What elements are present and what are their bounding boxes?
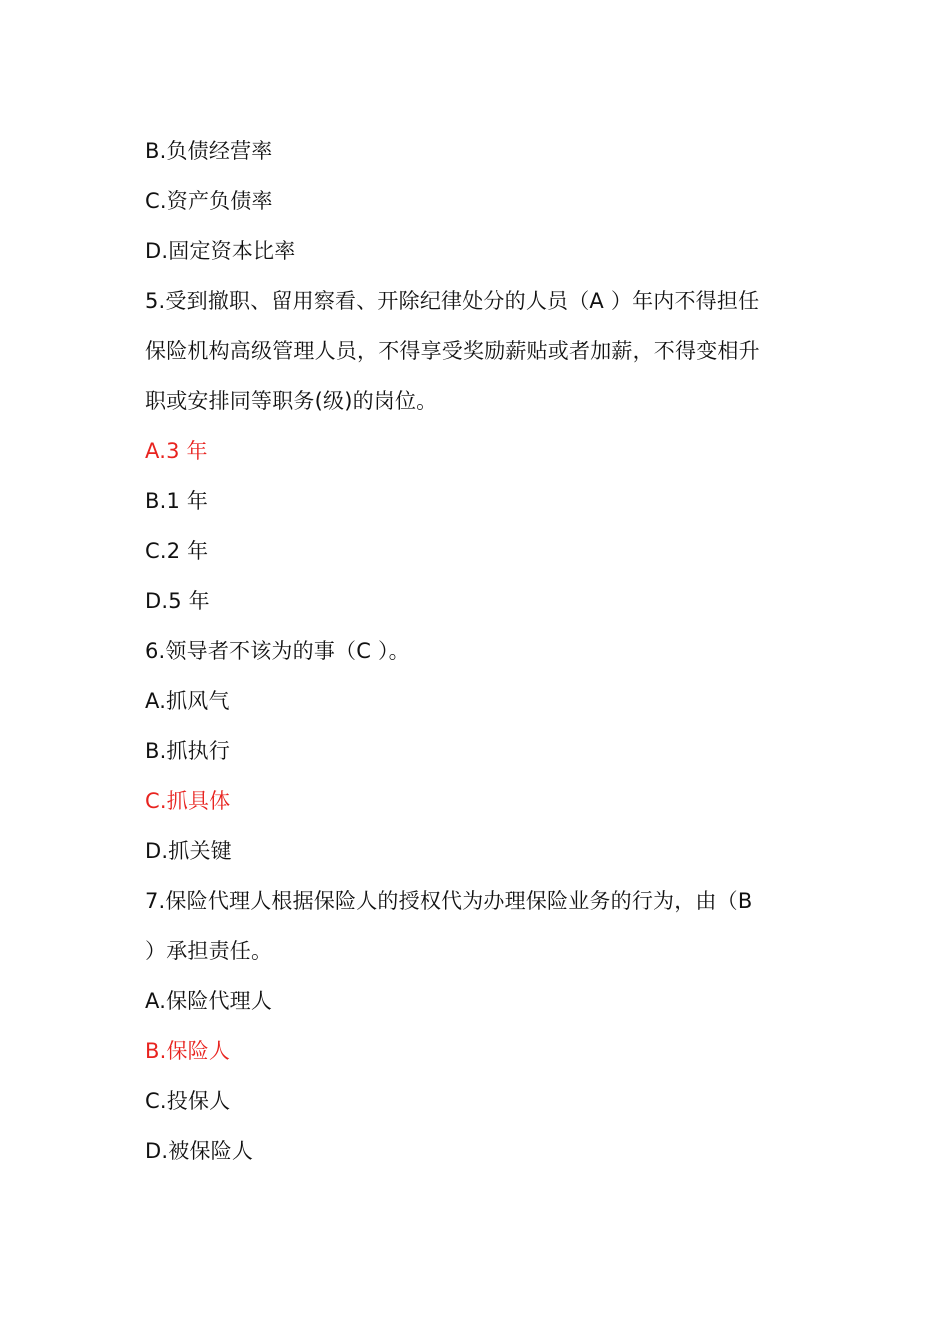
question-5-line-2: 保险机构高级管理人员，不得享受奖励薪贴或者加薪，不得变相升 xyxy=(145,339,760,363)
question-5-line-1: 5.受到撤职、留用察看、开除纪律处分的人员（A ）年内不得担任 xyxy=(145,289,760,313)
option-b-q4: B.负债经营率 xyxy=(145,139,273,163)
option-a-q6: A.抓风气 xyxy=(145,689,230,713)
option-b-q7-answer: B.保险人 xyxy=(145,1039,231,1063)
option-d-q6: D.抓关键 xyxy=(145,839,232,863)
option-c-q7: C.投保人 xyxy=(145,1089,231,1113)
option-d-q7: D.被保险人 xyxy=(145,1139,254,1163)
question-7-line-1: 7.保险代理人根据保险人的授权代为办理保险业务的行为，由（B xyxy=(145,889,753,913)
option-d-q5: D.5 年 xyxy=(145,589,210,613)
question-6: 6.领导者不该为的事（C ）。 xyxy=(145,639,410,663)
option-a-q5-answer: A.3 年 xyxy=(145,439,208,463)
option-b-q5: B.1 年 xyxy=(145,489,209,513)
option-c-q6-answer: C.抓具体 xyxy=(145,789,231,813)
option-b-q6: B.抓执行 xyxy=(145,739,231,763)
question-5-line-3: 职或安排同等职务(级)的岗位。 xyxy=(145,389,438,413)
option-a-q7: A.保险代理人 xyxy=(145,989,273,1013)
question-7-line-2: ）承担责任。 xyxy=(145,939,273,963)
option-c-q5: C.2 年 xyxy=(145,539,209,563)
document-page xyxy=(145,126,805,1176)
option-c-q4: C.资产负债率 xyxy=(145,189,273,213)
option-d-q4: D.固定资本比率 xyxy=(145,239,296,263)
